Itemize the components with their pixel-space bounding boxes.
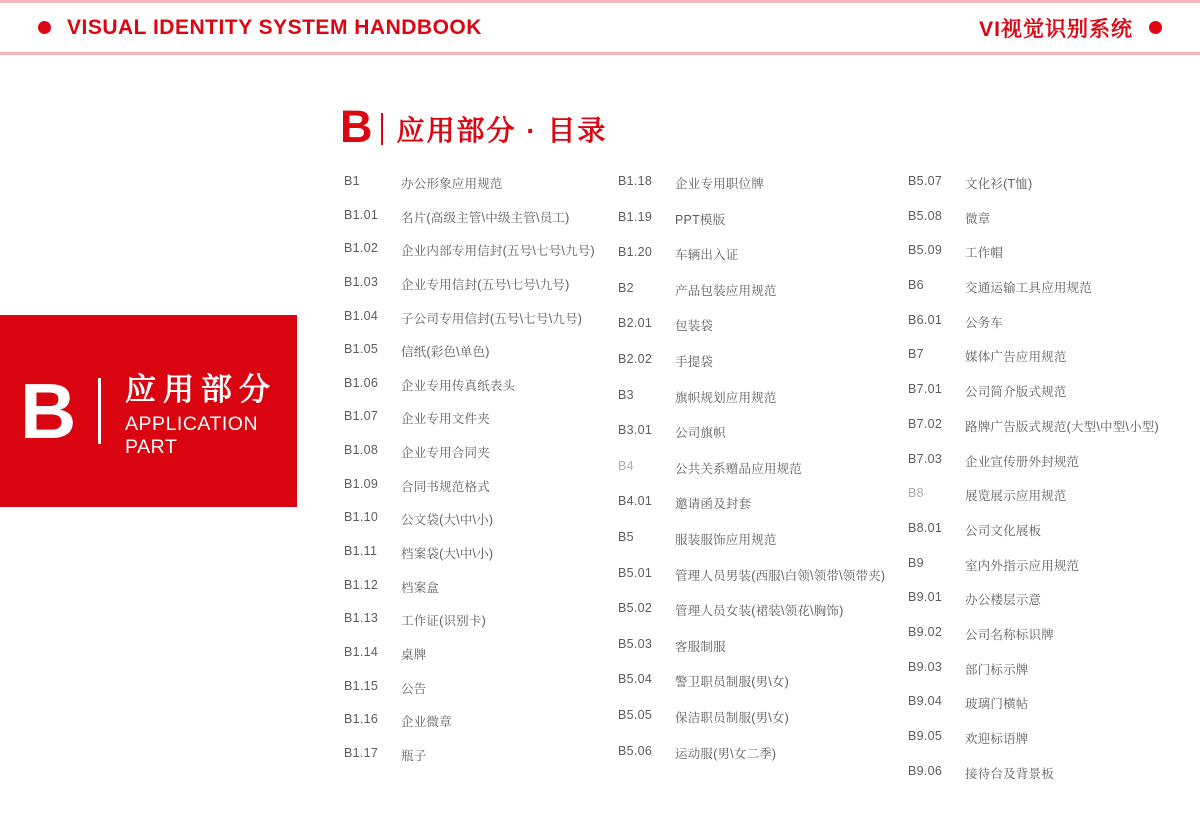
- toc-item-code: B1.07: [344, 409, 379, 424]
- toc-item-label: 企业专用文件夹: [401, 412, 490, 427]
- toc-item-label: 公司旗帜: [675, 426, 726, 441]
- toc-item-b1-13: [344, 611, 616, 645]
- toc-item-label: 客服制服: [675, 639, 726, 654]
- toc-item-label: 公务车: [965, 315, 1004, 330]
- toc-item-label: 企业专用职位牌: [675, 177, 764, 191]
- toc-item-label: 信纸(彩色\单色): [401, 345, 490, 360]
- toc-item-b5-08: [908, 209, 1200, 244]
- toc-item-b2-01: [618, 316, 906, 352]
- toc-item-code: B1.13: [344, 611, 379, 626]
- toc-column-3: [908, 174, 1200, 798]
- toc-item-b2-02: [618, 352, 906, 388]
- toc-item-code: B4: [618, 458, 634, 473]
- toc-item-label: 室内外指示应用规范: [965, 558, 1080, 573]
- toc-item-b9-04: [908, 694, 1200, 729]
- toc-item-label: 公共关系赠品应用规范: [675, 461, 803, 476]
- toc-item-code: B1.15: [344, 678, 379, 693]
- toc-item-label: PPT模版: [675, 212, 726, 227]
- toc-item-code: B9.02: [908, 624, 943, 639]
- toc-item-b1-12: [344, 578, 616, 612]
- toc-item-code: B5.03: [618, 636, 653, 651]
- toc-item-label: 文化衫(T恤): [965, 177, 1033, 191]
- toc-item-label: 档案袋(大\中\小): [401, 547, 494, 562]
- toc-item-label: 合同书规范格式: [401, 479, 490, 494]
- toc-item-label: 交通运输工具应用规范: [965, 281, 1093, 296]
- toc-item-code: B9.03: [908, 659, 943, 674]
- toc-item-code: B1.02: [344, 241, 379, 256]
- toc-item-b4: [618, 459, 906, 495]
- toc-item-b1-18: [618, 174, 906, 210]
- toc-item-code: B5: [618, 529, 634, 544]
- chapter-titles: [125, 364, 297, 459]
- toc-item-label: 旗帜规划应用规范: [675, 390, 777, 405]
- toc-item-label: 档案盒: [401, 580, 440, 595]
- toc-item-b1-06: [344, 376, 616, 410]
- toc-item-code: B1.04: [344, 308, 379, 323]
- chapter-title-en: APPLICATION PART: [125, 412, 259, 458]
- toc-item-b5-03: [618, 637, 906, 673]
- toc-item-label: 企业专用信封(五号\七号\九号): [401, 277, 570, 292]
- toc-item-b3: [618, 388, 906, 424]
- toc-item-code: B1.08: [344, 443, 379, 458]
- toc-item-b8: [908, 486, 1200, 521]
- toc-item-b9-03: [908, 660, 1200, 695]
- toc-item-code: B1.17: [344, 745, 379, 760]
- toc-item-code: B8.01: [908, 520, 943, 535]
- toc-item-label: 工作证(识别卡): [401, 614, 486, 629]
- toc-item-code: B9.04: [908, 694, 943, 709]
- toc-item-b1-03: [344, 275, 616, 309]
- toc-item-b1-19: [618, 210, 906, 246]
- page-title-text: 应用部分 · 目录: [396, 114, 608, 146]
- toc-item-code: B7.02: [908, 416, 943, 431]
- toc-item-b1-04: [344, 309, 616, 343]
- toc-item-code: B2.02: [618, 351, 653, 366]
- toc-item-label: 邀请函及封套: [675, 497, 752, 512]
- toc-item-code: B2: [618, 280, 634, 295]
- toc-item-code: B6.01: [908, 312, 943, 327]
- toc-item-b5-06: [618, 744, 906, 780]
- toc-item-code: B5.06: [618, 743, 653, 758]
- toc-item-b5-04: [618, 672, 906, 708]
- toc-item-b1-20: [618, 245, 906, 281]
- toc-column-1: [344, 174, 616, 780]
- header-divider-line: [0, 52, 1200, 55]
- header-title-en: VISUAL IDENTITY SYSTEM HANDBOOK: [67, 15, 482, 39]
- toc-item-b5-07: [908, 174, 1200, 209]
- toc-item-code: B5.09: [908, 243, 943, 258]
- chapter-divider-bar: [98, 378, 101, 444]
- toc-item-label: 微章: [965, 211, 991, 226]
- toc-item-label: 桌牌: [401, 647, 427, 662]
- toc-item-code: B7.01: [908, 382, 943, 397]
- toc-item-b1-02: [344, 241, 616, 275]
- toc-item-label: 产品包装应用规范: [675, 283, 777, 298]
- chapter-letter: B: [20, 367, 77, 455]
- page-title-letter: B: [340, 101, 373, 152]
- toc-item-label: 企业微章: [401, 715, 452, 730]
- toc-item-label: 企业宣传册外封规范: [965, 454, 1080, 469]
- toc-item-code: B9: [908, 555, 924, 570]
- toc-item-b6: [908, 278, 1200, 313]
- toc-item-code: B7.03: [908, 451, 943, 466]
- toc-item-label: 公司名称标识牌: [965, 627, 1054, 642]
- header-right: [979, 13, 1162, 43]
- toc-item-label: 瓶子: [401, 748, 427, 763]
- toc-item-b1-10: [344, 510, 616, 544]
- toc-item-label: 公司简介版式规范: [965, 385, 1067, 400]
- toc-item-label: 企业专用传真纸表头: [401, 378, 516, 393]
- toc-item-b1-16: [344, 712, 616, 746]
- toc-item-code: B9.05: [908, 729, 943, 743]
- toc-item-label: 部门标示牌: [965, 662, 1029, 677]
- toc-item-label: 接待台及背景板: [965, 766, 1054, 781]
- toc-item-b1-09: [344, 477, 616, 511]
- toc-item-code: B1.19: [618, 209, 653, 224]
- toc-item-b9-02: [908, 625, 1200, 660]
- toc-item-label: 公司文化展板: [965, 523, 1042, 538]
- toc-item-code: B1.12: [344, 577, 379, 592]
- toc-item-b9-01: [908, 590, 1200, 625]
- toc-item-b5-02: [618, 601, 906, 637]
- toc-item-b7-02: [908, 417, 1200, 452]
- toc-item-b1-17: [344, 746, 616, 780]
- toc-item-code: B1.01: [344, 207, 379, 222]
- toc-item-b5-05: [618, 708, 906, 744]
- toc-item-label: 服装服饰应用规范: [675, 532, 777, 547]
- toc-item-code: B8: [908, 486, 924, 501]
- toc-item-label: 公告: [401, 681, 427, 696]
- toc-item-b3-01: [618, 423, 906, 459]
- toc-item-label: 警卫职员制服(男\女): [675, 675, 789, 690]
- toc-item-code: B2.01: [618, 316, 653, 331]
- toc-item-b1-07: [344, 409, 616, 443]
- toc-item-code: B5.04: [618, 672, 653, 687]
- red-dot-icon: [1149, 21, 1162, 34]
- toc-item-code: B1.16: [344, 712, 379, 727]
- toc-item-b9-05: [908, 729, 1200, 764]
- toc-item-label: 路牌广告版式规范(大型\中型\小型): [965, 419, 1159, 434]
- toc-item-code: B6: [908, 278, 924, 293]
- toc-item-code: B5.02: [618, 601, 653, 616]
- toc-item-code: B1.05: [344, 342, 379, 357]
- chapter-title-cn: 应用部分: [125, 371, 278, 407]
- toc-item-code: B1.03: [344, 274, 379, 289]
- toc-item-label: 管理人员男装(西服\白领\领带\领带夹): [675, 568, 886, 583]
- toc-item-b1-05: [344, 342, 616, 376]
- toc-item-label: 企业内部专用信封(五号\七号\九号): [401, 244, 595, 259]
- header-left: [38, 16, 482, 40]
- toc-item-label: 名片(高级主管\中级主管\员工): [401, 210, 570, 225]
- toc-item-label: 媒体广告应用规范: [965, 350, 1067, 365]
- toc-item-code: B1: [344, 174, 360, 188]
- toc-item-code: B5.07: [908, 174, 943, 188]
- toc-item-label: 企业专用合同夹: [401, 446, 490, 461]
- toc-item-code: B1.11: [344, 544, 378, 559]
- toc-item-code: B5.05: [618, 707, 653, 722]
- toc-item-label: 展览展示应用规范: [965, 489, 1067, 504]
- toc-item-b9: [908, 556, 1200, 591]
- toc-column-2: [618, 174, 906, 779]
- toc-item-code: B5.08: [908, 208, 943, 223]
- toc-item-code: B1.14: [344, 644, 379, 659]
- toc-item-label: 车辆出入证: [675, 248, 739, 263]
- toc-item-label: 玻璃门横帖: [965, 697, 1029, 712]
- page-title-divider-bar: [381, 113, 383, 145]
- toc-item-b2: [618, 281, 906, 317]
- toc-item-code: B1.09: [344, 476, 379, 491]
- toc-item-b7: [908, 347, 1200, 382]
- toc-item-code: B3.01: [618, 423, 653, 438]
- toc-item-code: B1.18: [618, 174, 653, 188]
- page-header: [0, 3, 1200, 52]
- toc-item-b7-03: [908, 452, 1200, 487]
- toc-item-b1-15: [344, 679, 616, 713]
- toc-item-b1-14: [344, 645, 616, 679]
- toc-item-b1-08: [344, 443, 616, 477]
- toc-item-label: 包装袋: [675, 319, 714, 334]
- toc-item-b9-06: [908, 764, 1200, 799]
- toc-item-code: B7: [908, 347, 924, 362]
- toc-item-b4-01: [618, 494, 906, 530]
- toc-item-label: 欢迎标语牌: [965, 732, 1029, 746]
- toc-item-b5: [618, 530, 906, 566]
- toc-item-label: 管理人员女装(裙装\领花\胸饰): [675, 604, 844, 619]
- toc-item-label: 手提袋: [675, 354, 714, 369]
- toc-item-b8-01: [908, 521, 1200, 556]
- toc-item-b1-11: [344, 544, 616, 578]
- red-dot-icon: [38, 21, 51, 34]
- chapter-block: [0, 315, 297, 507]
- toc-item-code: B1.06: [344, 375, 379, 390]
- toc-item-code: B3: [618, 387, 634, 402]
- toc-item-label: 办公楼层示意: [965, 593, 1042, 608]
- toc-item-label: 公文袋(大\中\小): [401, 513, 494, 528]
- page-title: [340, 101, 608, 152]
- toc-item-code: B9.06: [908, 763, 943, 778]
- toc-item-b6-01: [908, 313, 1200, 348]
- header-title-cn: VI视觉识别系统: [979, 17, 1133, 41]
- toc-item-b1: [344, 174, 616, 208]
- toc-item-b5-01: [618, 566, 906, 602]
- toc-item-code: B1.10: [344, 510, 379, 525]
- toc-item-label: 工作帽: [965, 246, 1004, 261]
- toc-item-code: B4.01: [618, 494, 653, 509]
- toc-item-code: B1.20: [618, 245, 653, 260]
- toc-item-label: 运动服(男\女二季): [675, 746, 777, 761]
- toc-item-code: B9.01: [908, 590, 943, 605]
- toc-item-label: 子公司专用信封(五号\七号\九号): [401, 311, 583, 326]
- toc-item-b1-01: [344, 208, 616, 242]
- toc-item-b7-01: [908, 382, 1200, 417]
- toc-item-label: 办公形象应用规范: [401, 177, 503, 191]
- toc-item-label: 保洁职员制服(男\女): [675, 710, 789, 725]
- toc-item-b5-09: [908, 243, 1200, 278]
- toc-item-code: B5.01: [618, 565, 653, 580]
